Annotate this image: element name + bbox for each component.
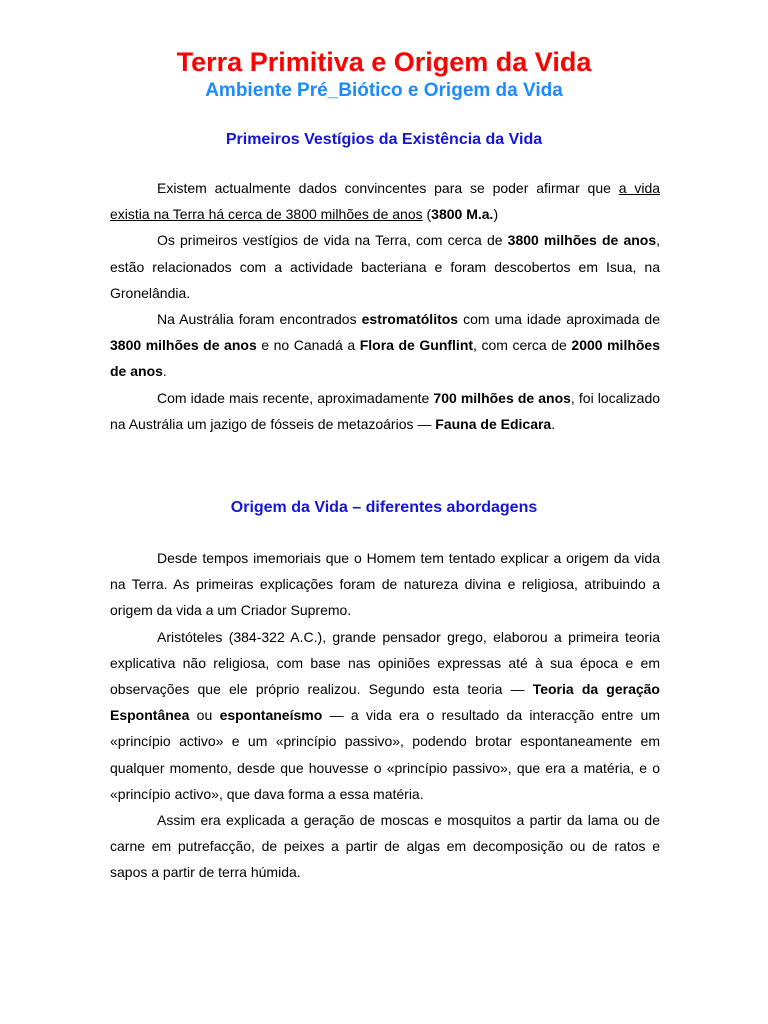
paragraph: Desde tempos imemoriais que o Homem tem tentado explicar a origem da vida na Terra. As primeiras explicações foram de natureza divina e religiosa, atribuindo a origem da vida a um Criador Supremo. (110, 550, 660, 619)
paragraph: Assim era explicada a geração de moscas e mosquitos a partir da lama ou de carne em putrefacção, de peixes a partir de algas em decomposição ou de ratos e sapos a partir de terra húmida. (110, 812, 660, 881)
section-body-first-traces (110, 175, 660, 437)
underlined-text: a vida existia na Terra há cerca de 3800 milhões de anos (110, 180, 661, 223)
section-heading-first-traces: Primeiros Vestígios da Existência da Vida (225, 131, 543, 148)
section-heading-origin-approaches: Origem da Vida – diferentes abordagens (230, 499, 538, 516)
section-body-origin-approaches (110, 545, 660, 886)
bold-term: Teoria da geração Espontânea (110, 681, 660, 724)
bold-term: Fauna de Edicara (435, 415, 552, 432)
bold-term: Flora de Gunflint (359, 337, 474, 354)
paragraph: Na Austrália foram encontrados estromatólitos com uma idade aproximada de 3800 milhões de anos e no Canadá a Flora de Gunflint, com cerca de 2000 milhões de anos. (110, 311, 661, 380)
bold-term: 3800 M.a. (431, 206, 494, 223)
bold-term: 3800 milhões de anos (110, 337, 257, 354)
bold-term: 3800 milhões de anos (507, 232, 657, 249)
paragraph: Aristóteles (384-322 A.C.), grande pensador grego, elaborou a primeira teoria explicativa não religiosa, com base nas opiniões expressas até à sua época e em observações que ele próprio realizou. Segundo esta teoria — Teoria da geração Espontânea ou espontaneísmo — a vida era o resultado da interacção entre um «princípio activo» e um «princípio passivo», podendo brotar espontaneamente em qualquer momento, desde que houvesse o «princípio passivo», que era a matéria, e o «princípio activo», que dava forma a essa matéria. (110, 628, 660, 802)
bold-term: 2000 milhões de anos (110, 337, 661, 380)
document-subtitle: Ambiente Pré_Biótico e Origem da Vida (205, 80, 563, 101)
paragraph: Os primeiros vestígios de vida na Terra, com cerca de 3800 milhões de anos, estão relacionados com a actividade bacteriana e foram descobertos em Isua, na Gronelândia. (110, 232, 661, 301)
paragraph: Com idade mais recente, aproximadamente 700 milhões de anos, foi localizado na Austrália um jazigo de fósseis de metazoários — Fauna de Edicara. (110, 389, 661, 432)
document-title: Terra Primitiva e Origem da Vida (176, 47, 592, 77)
bold-term: espontaneísmo (219, 707, 323, 724)
bold-term: 700 milhões de anos (433, 389, 571, 406)
bold-term: estromatólitos (361, 311, 459, 328)
paragraph: Existem actualmente dados convincentes para se poder afirmar que a vida existia na Terra há cerca de 3800 milhões de anos (3800 M.a.) (110, 180, 661, 223)
